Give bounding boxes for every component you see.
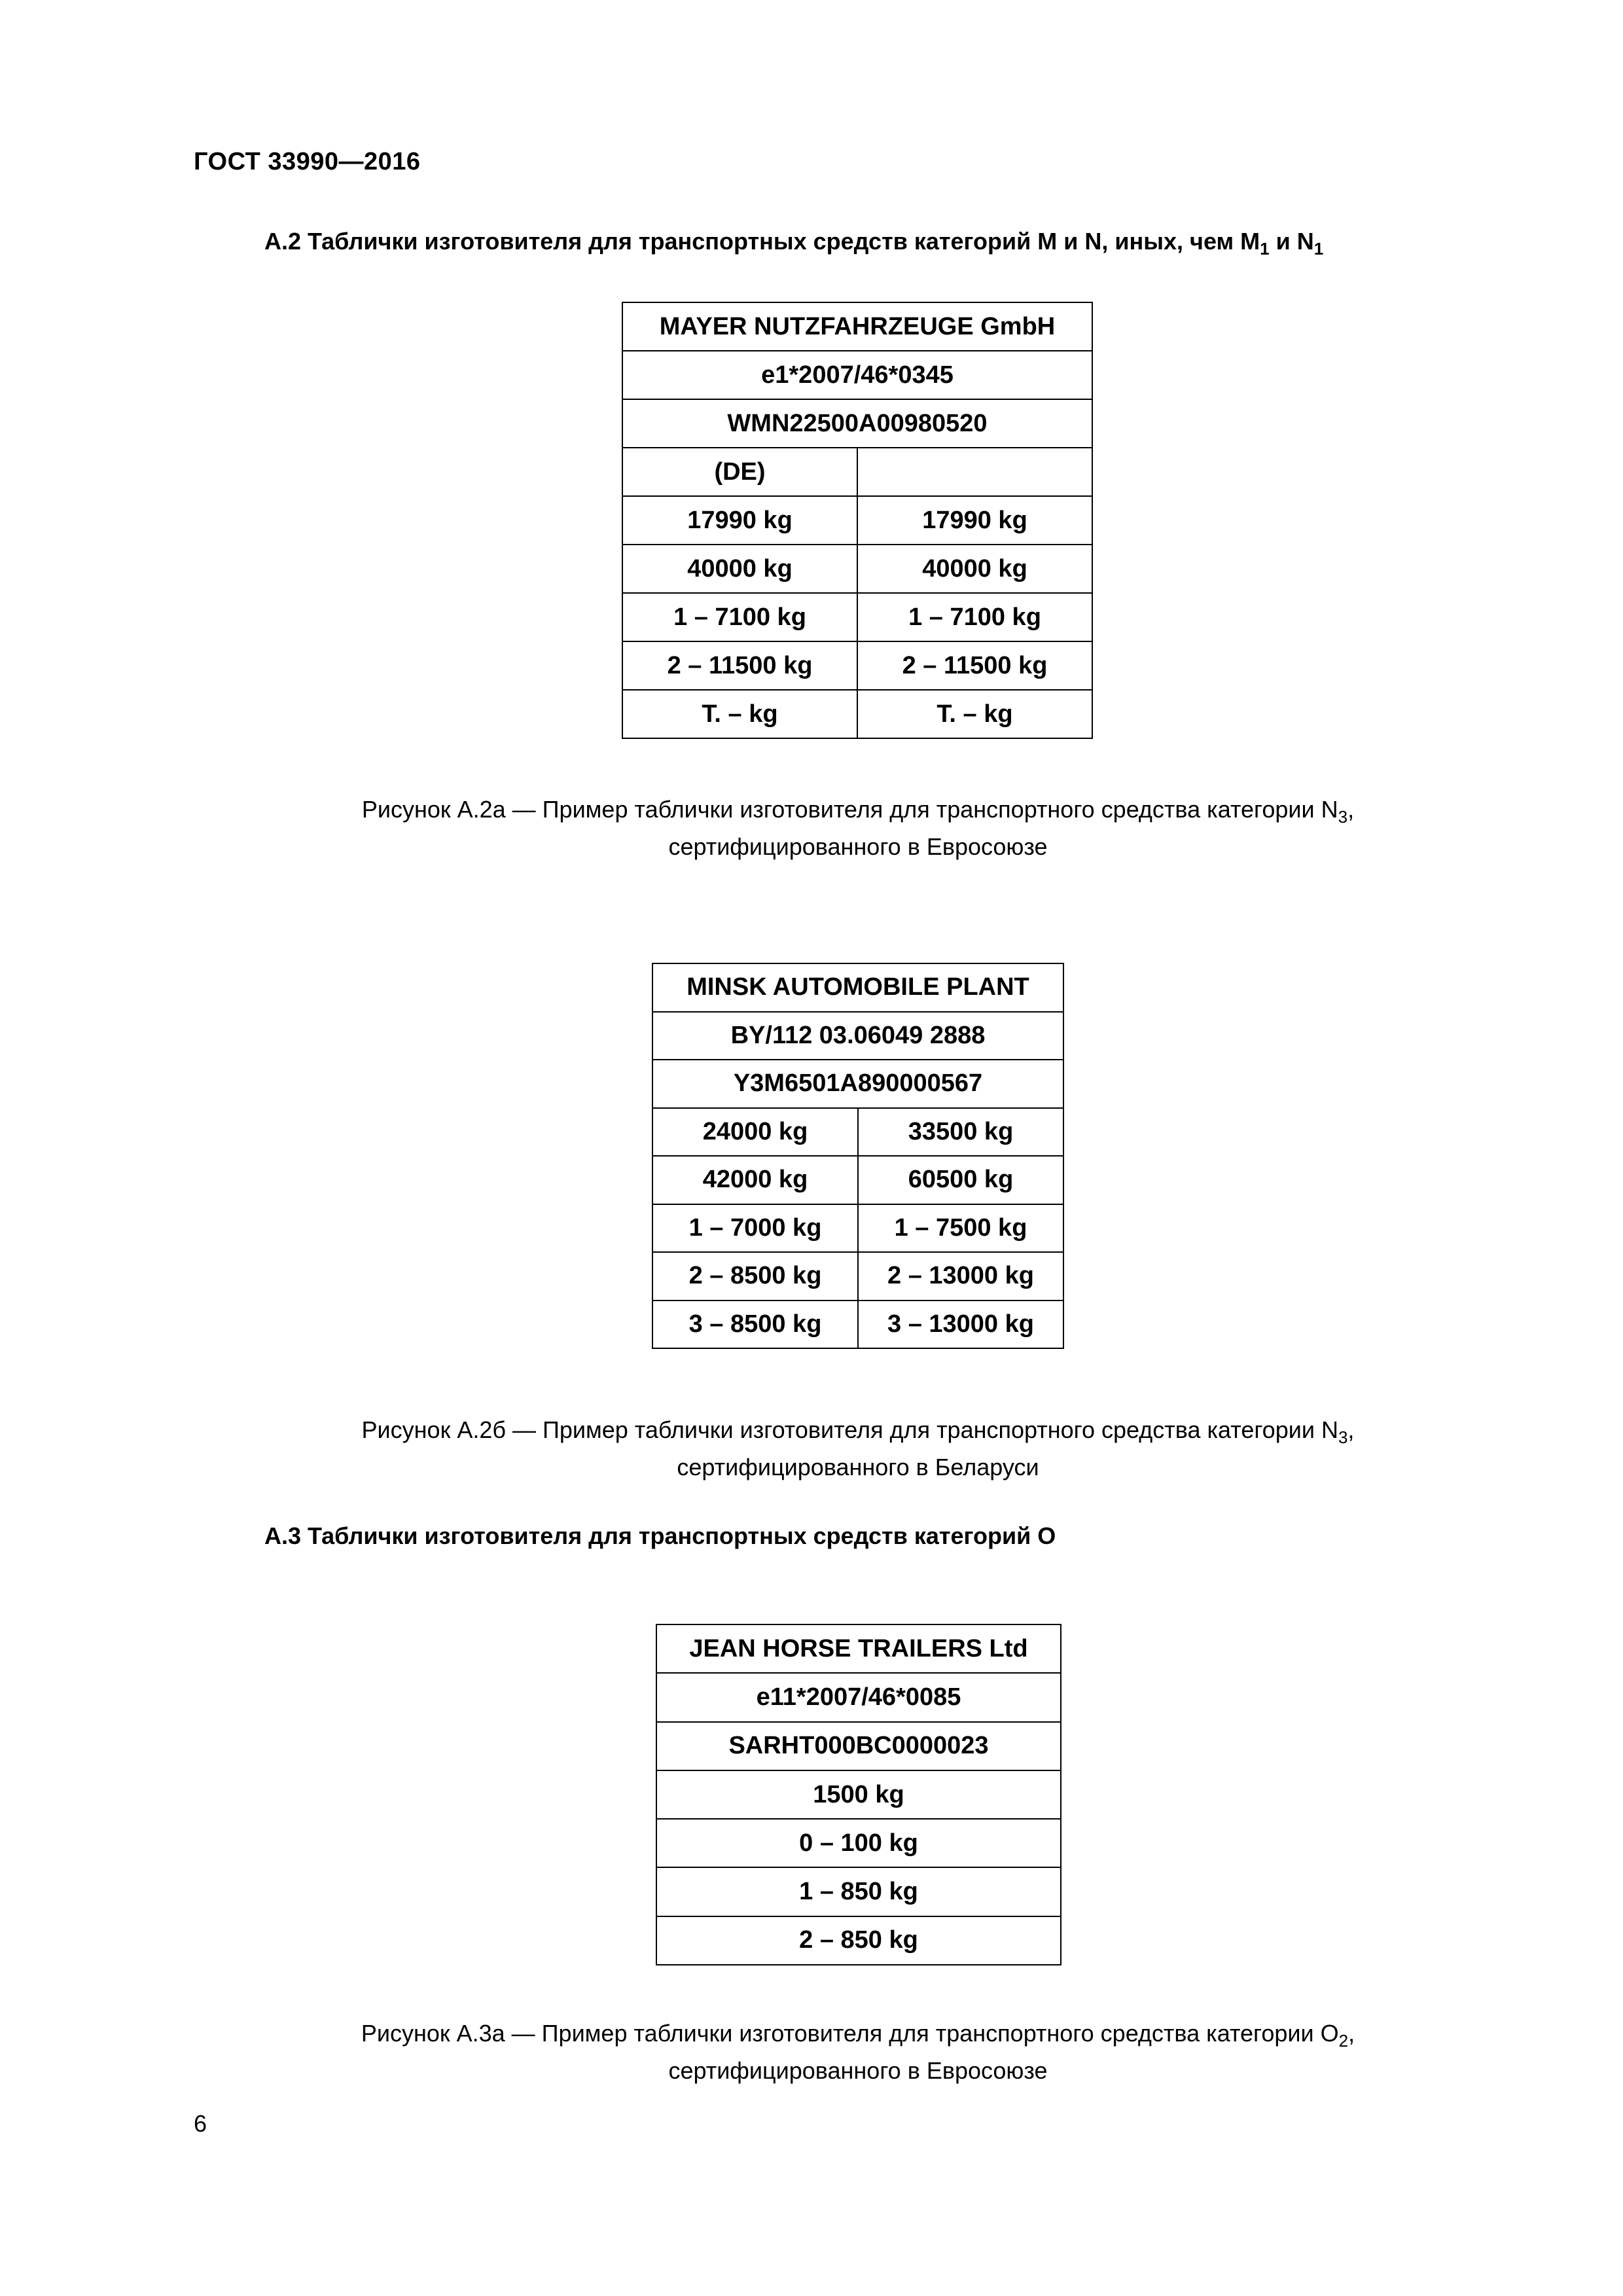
table-cell: 2 – 13000 kg — [858, 1252, 1063, 1300]
table-row — [622, 351, 1092, 399]
table-cell: MAYER NUTZFAHRZEUGE GmbH — [622, 302, 1092, 351]
table-row — [622, 593, 1092, 641]
subscript: 3 — [1338, 1427, 1348, 1447]
table-cell: e1*2007/46*0345 — [622, 351, 1092, 399]
table-cell: 40000 kg — [622, 545, 857, 593]
caption-line-1 — [325, 1415, 1391, 1452]
table-cell: 3 – 13000 kg — [858, 1300, 1063, 1349]
table-row — [622, 690, 1092, 738]
table-row — [652, 1108, 1063, 1157]
table-row — [652, 1252, 1063, 1300]
caption-line-2: сертифицированного в Евросоюзе — [668, 2057, 1048, 2084]
caption-text: , — [1347, 1416, 1355, 1443]
table-row — [656, 1916, 1061, 1965]
subscript: 3 — [1338, 807, 1348, 827]
table-row — [656, 1867, 1061, 1916]
table-cell: 2 – 8500 kg — [652, 1252, 858, 1300]
caption-line-1 — [325, 795, 1391, 832]
table-cell: SARHT000BC0000023 — [656, 1722, 1061, 1770]
subscript: 1 — [1260, 239, 1270, 259]
table-row — [656, 1722, 1061, 1770]
table-cell: BY/112 03.06049 2888 — [652, 1012, 1063, 1060]
table-cell: MINSK AUTOMOBILE PLANT — [652, 963, 1063, 1012]
table-row — [656, 1819, 1061, 1867]
figure-caption-a2a — [325, 795, 1391, 862]
table-cell: 2 – 11500 kg — [857, 641, 1092, 690]
caption-line-2: сертифицированного в Евросоюзе — [668, 833, 1048, 860]
caption-line-2: сертифицированного в Беларуси — [677, 1454, 1039, 1480]
table-cell: 1 – 7500 kg — [858, 1204, 1063, 1253]
table-cell: e11*2007/46*0085 — [656, 1673, 1061, 1721]
table-cell: 0 – 100 kg — [656, 1819, 1061, 1867]
table-row — [656, 1624, 1061, 1673]
table-row — [652, 1060, 1063, 1108]
caption-text: Рисунок А.3а — Пример таблички изготовителя для транспортного средства категории О — [361, 2020, 1339, 2047]
table-cell: 33500 kg — [858, 1108, 1063, 1157]
table-cell: 2 – 850 kg — [656, 1916, 1061, 1965]
table-cell: 1500 kg — [656, 1770, 1061, 1819]
table-cell: 2 – 11500 kg — [622, 641, 857, 690]
table-cell: JEAN HORSE TRAILERS Ltd — [656, 1624, 1061, 1673]
caption-line-1 — [325, 2018, 1391, 2056]
manufacturer-plate-table-3 — [656, 1624, 1061, 1965]
table-row — [656, 1673, 1061, 1721]
table-cell: 60500 kg — [858, 1156, 1063, 1204]
table-row — [622, 399, 1092, 448]
section-heading-a2 — [264, 228, 1323, 259]
table-row — [656, 1770, 1061, 1819]
table-cell: 40000 kg — [857, 545, 1092, 593]
table-cell: 17990 kg — [857, 496, 1092, 545]
table-row — [622, 448, 1092, 496]
subscript: 1 — [1313, 239, 1324, 259]
table-row — [622, 496, 1092, 545]
table-cell: T. – kg — [622, 690, 857, 738]
caption-text: , — [1347, 796, 1355, 823]
table-cell: WMN22500A00980520 — [622, 399, 1092, 448]
table-cell: T. – kg — [857, 690, 1092, 738]
section-heading-text: А.2 Таблички изготовителя для транспортных средств категорий М и N, иных, чем М — [264, 228, 1260, 255]
table-row — [622, 641, 1092, 690]
table-row — [652, 963, 1063, 1012]
subscript: 2 — [1338, 2031, 1349, 2051]
table-cell: 1 – 7000 kg — [652, 1204, 858, 1253]
manufacturer-plate-table-2 — [652, 963, 1064, 1349]
table-cell — [857, 448, 1092, 496]
caption-text: Рисунок А.2а — Пример таблички изготовителя для транспортного средства категории N — [361, 796, 1338, 823]
table-cell: 42000 kg — [652, 1156, 858, 1204]
caption-text: Рисунок А.2б — Пример таблички изготовителя для транспортного средства категории N — [361, 1416, 1338, 1443]
table-row — [652, 1300, 1063, 1349]
table-row — [652, 1156, 1063, 1204]
table-row — [622, 302, 1092, 351]
table-row — [652, 1012, 1063, 1060]
table-cell: 3 – 8500 kg — [652, 1300, 858, 1349]
table-cell: 24000 kg — [652, 1108, 858, 1157]
page-number: 6 — [194, 2110, 207, 2137]
table-cell: 1 – 7100 kg — [857, 593, 1092, 641]
figure-caption-a3a — [325, 2018, 1391, 2086]
section-heading-text: и N — [1269, 228, 1314, 255]
table-cell: 1 – 7100 kg — [622, 593, 857, 641]
document-header: ГОСТ 33990—2016 — [194, 148, 421, 175]
section-heading-a3: А.3 Таблички изготовителя для транспортных средств категорий О — [264, 1522, 1056, 1549]
table-cell: 17990 kg — [622, 496, 857, 545]
table-row — [652, 1204, 1063, 1253]
figure-caption-a2b — [325, 1415, 1391, 1482]
table-row — [622, 545, 1092, 593]
table-cell: Y3M6501A890000567 — [652, 1060, 1063, 1108]
table-cell: (DE) — [622, 448, 857, 496]
table-cell: 1 – 850 kg — [656, 1867, 1061, 1916]
caption-text: , — [1348, 2020, 1355, 2047]
manufacturer-plate-table-1 — [622, 302, 1093, 739]
